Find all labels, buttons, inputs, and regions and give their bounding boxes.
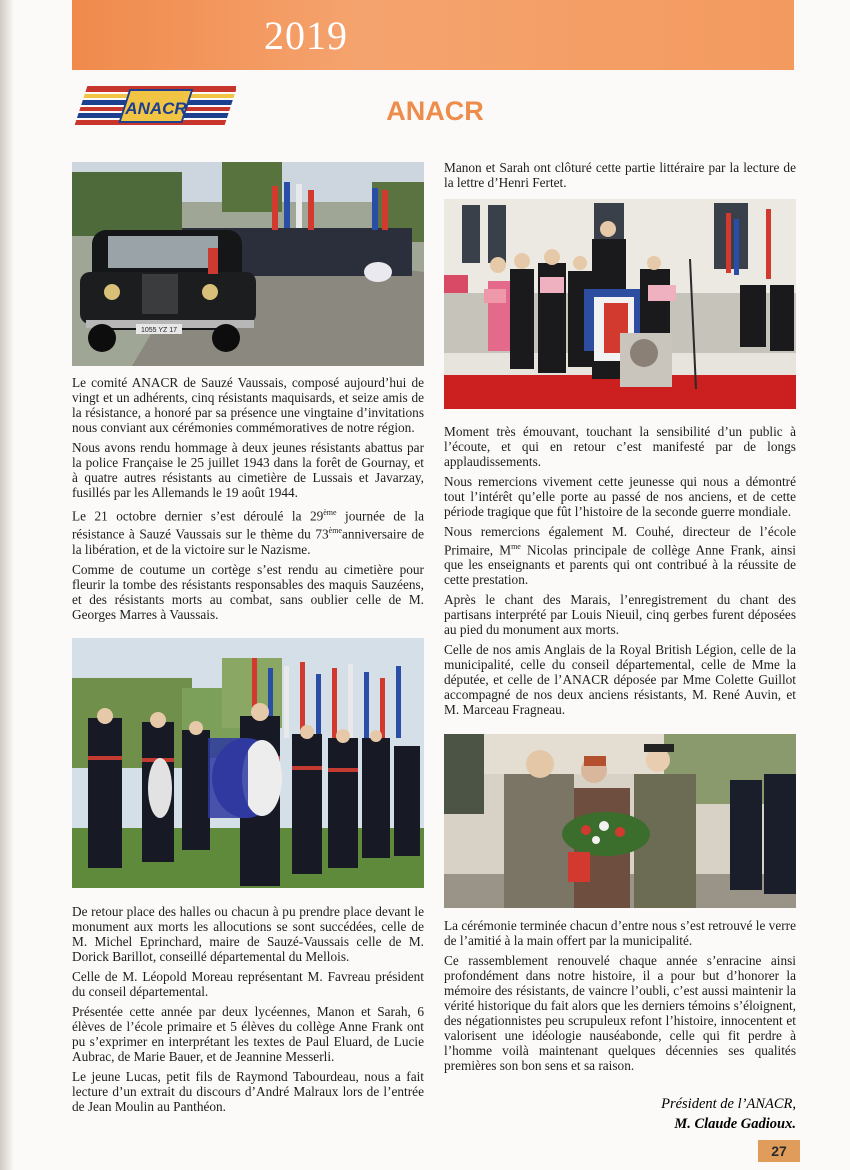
paragraph: Après le chant des Marais, l’enregistrement du chant des partisans interprété par Louis Nieuil, cinq gerbes furent déposées au pied du monument aux morts. <box>444 592 796 638</box>
svg-text:1055 YZ 17: 1055 YZ 17 <box>140 327 178 334</box>
photo-wreath-laying <box>444 734 796 908</box>
paragraph: Celle de M. Léopold Moreau représentant M. Favreau président du conseil départemental. <box>72 969 424 999</box>
paragraph: Le 21 octobre dernier s’est déroulé la 29ème journée de la résistance à Sauzé Vaussais sur le thème du 73èmeanniversaire de la libération, et de la victoire sur le Nazisme. <box>72 508 424 557</box>
paragraph: Nous remercions également M. Couhé, directeur de l’école Primaire, $M^{me}$ Nicolas principale de collège Anne Frank, ainsi que les enseignants et parents qui ont contribué à la réussite de cette prestation. <box>444 524 796 588</box>
paragraph: Présentée cette année par deux lycéennes, Manon et Sarah, 6 élèves de l’école primaire et 5 élèves du collège Anne Frank ont pu s’exprimer en interprétant les textes de Paul Eluard, de Lucie Aubrac, de Marie Bauer, et de Jeannine Messerli. <box>72 1004 424 1064</box>
right-column-top-text <box>444 160 796 195</box>
paragraph: Nous avons rendu hommage à deux jeunes résistants abattus par la police Française le 25 juillet 1943 dans la forêt de Gournay, et à quatre autres résistants au cimetière de Lussais et Javarzay, fusillés par les Allemands le 19 août 1944. <box>72 440 424 500</box>
photo-parade-car <box>72 162 424 366</box>
page-number: 27 <box>758 1140 800 1162</box>
paragraph: La cérémonie terminée chacun d’entre nous s’est retrouvé le verre de l’amitié à la main offert par la municipalité. <box>444 918 796 948</box>
header-banner <box>72 0 794 70</box>
svg-text:ANACR: ANACR <box>125 99 187 118</box>
paragraph: Ce rassemblement renouvelé chaque année s’enracine ainsi profondément dans notre histoire, il a pour but d’honorer la mémoire des résistants, de vaincre l’oubli, c’est aussi maintenir la vérité historique du fait alors que les derniers témoins s’éloignent, des négationnistes peu scrupuleux refont l’histoire, innocentent et valorisent une idéologie nauséabonde, celle qui fit perdre à l’homme voilà maintenant quelques décennies ses qualités premières son bon sens et sa raison. <box>444 953 796 1073</box>
left-column-bottom-text <box>72 904 424 1119</box>
photo-students-reading <box>444 199 796 409</box>
signature-name: M. Claude Gadioux. <box>674 1116 796 1132</box>
paragraph: Celle de nos amis Anglais de la Royal British Légion, celle de la municipalité, celle du conseil départemental, celle de Mme la députée, et celle de l’ANACR déposée par Mme Colette Guillot accompagné de nos deux anciens résistants, M. René Auvin, et M. Marceau Fragneau. <box>444 642 796 718</box>
right-column-middle-text <box>444 424 796 722</box>
right-column-bottom-text <box>444 918 796 1078</box>
left-column-top-text <box>72 375 424 627</box>
paragraph: Manon et Sarah ont clôturé cette partie littéraire par la lecture de la lettre d’Henri Fertet. <box>444 160 796 190</box>
signature <box>560 1094 796 1134</box>
paragraph: Nous remercions vivement cette jeunesse qui nous a démontré tout l’intérêt qu’elle porte au passé de nos anciens, et de cette période tragique que fût l’histoire de la seconde guerre mondiale. <box>444 474 796 519</box>
photo-marching-band <box>72 638 424 888</box>
anacr-logo <box>74 84 236 130</box>
paragraph: Comme de coutume un cortège s’est rendu au cimetière pour fleurir la tombe des résistants responsables des maquis Sauzéens, et des résistants morts au combat, sans oublier celle de M. Georges Marres à Vaussais. <box>72 561 424 622</box>
paragraph: Le jeune Lucas, petit fils de Raymond Tabourdeau, nous a fait lecture d’un extrait du discours d’André Malraux lors de l’entrée de Jean Moulin au Panthéon. <box>72 1069 424 1114</box>
page-title: ANACR <box>386 96 484 126</box>
paragraph: Le comité ANACR de Sauzé Vaussais, composé aujourd’hui de vingt et un adhérents, cinq résistants maquisards, et seize amis de la résistance, a honoré par sa présence une vingtaine d’invitations nous conviant aux cérémonies commémoratives de notre région. <box>72 375 424 435</box>
paragraph: Moment très émouvant, touchant la sensibilité d’un public à l’écoute, et qui en retour c’est manifesté par de longs applaudissements. <box>444 424 796 469</box>
signature-role: Président de l’ANACR, <box>661 1096 796 1112</box>
paragraph: De retour place des halles ou chacun à pu prendre place devant le monument aux morts les allocutions se sont succédées, celle de M. Michel Eprinchard, maire de Sauzé-Vaussais celle de M. Dorick Barillot, conseillé départemental du Mellois. <box>72 904 424 964</box>
year-label: 2019 <box>264 13 348 58</box>
